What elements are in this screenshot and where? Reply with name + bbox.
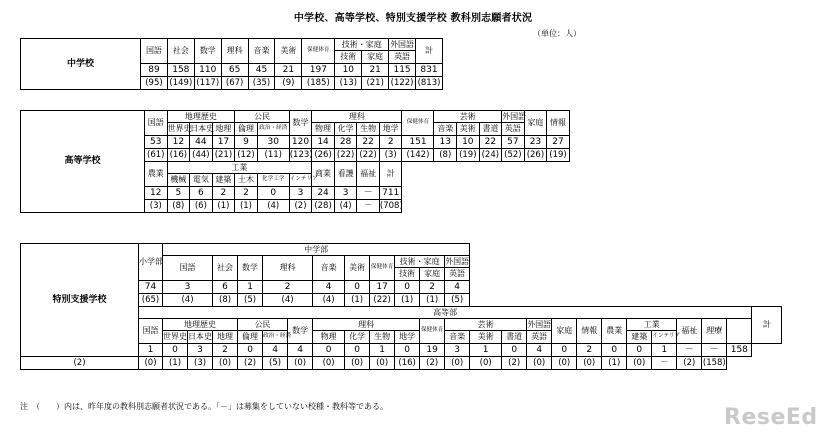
- previous-value-cell: (5): [238, 294, 263, 307]
- header-cell: 音楽: [434, 123, 457, 136]
- previous-value-cell: (142): [402, 149, 434, 162]
- value-cell: 12: [145, 187, 168, 200]
- value-cell: 0: [163, 344, 188, 357]
- previous-value-cell: (44): [190, 149, 213, 162]
- value-cell: 4: [263, 344, 288, 357]
- previous-value-cell: (0): [445, 357, 470, 370]
- value-cell: 2: [379, 136, 402, 149]
- value-cell: 0: [313, 344, 345, 357]
- previous-value-cell: (8): [434, 149, 457, 162]
- group-header: 中学部: [163, 244, 470, 256]
- value-cell: 65: [221, 64, 248, 77]
- previous-value-cell: (65): [139, 294, 163, 307]
- header-cell: 国語: [141, 39, 168, 64]
- header-cell: 数学: [238, 256, 263, 281]
- previous-value-cell: (2): [21, 357, 139, 370]
- previous-value-cell: (4): [313, 294, 345, 307]
- header-cell: 国語: [145, 111, 168, 136]
- previous-value-cell: (0): [470, 357, 502, 370]
- header-cell: 化学: [334, 123, 357, 136]
- previous-value-cell: (0): [139, 357, 163, 370]
- previous-value-cell: (0): [627, 357, 652, 370]
- previous-value-cell: (9): [275, 77, 302, 90]
- value-cell: 2: [263, 281, 313, 294]
- header-cell: 生物: [357, 123, 380, 136]
- previous-value-cell: (13): [335, 77, 362, 90]
- header-cell: 情報: [547, 111, 570, 136]
- value-cell: 0: [345, 344, 370, 357]
- previous-value-cell: (52): [502, 149, 525, 162]
- previous-value-cell: (6): [190, 200, 213, 213]
- value-cell: 74: [139, 281, 163, 294]
- previous-value-cell: (35): [248, 77, 275, 90]
- previous-value-cell: (26): [524, 149, 547, 162]
- previous-value-cell: (4): [334, 200, 357, 213]
- header-cell: 政治・経済: [263, 331, 288, 344]
- value-cell: 12: [167, 136, 190, 149]
- value-cell: 89: [141, 64, 168, 77]
- header-cell: 美術: [457, 123, 480, 136]
- value-cell: 1: [652, 344, 677, 357]
- previous-value-cell: (0): [527, 357, 552, 370]
- group-header: 芸術: [445, 319, 527, 331]
- value-cell: 1: [470, 344, 502, 357]
- header-cell: 商業: [312, 162, 335, 187]
- previous-value-cell: (21): [212, 149, 235, 162]
- value-cell: 197: [302, 64, 335, 77]
- header-cell: 家庭: [362, 51, 389, 64]
- value-cell: 44: [190, 136, 213, 149]
- footnote: 注 （ ）内は、昨年度の教科別志願者状況である。「－」は募集をしていない校種・教科等である。: [20, 402, 388, 411]
- previous-value-cell: (16): [395, 357, 420, 370]
- value-cell: 4: [313, 281, 345, 294]
- previous-value-cell: －: [357, 200, 380, 213]
- value-cell: 120: [289, 136, 312, 149]
- value-cell: 158: [727, 344, 752, 357]
- previous-value-cell: (8): [167, 200, 190, 213]
- previous-value-cell: (1): [345, 294, 370, 307]
- value-cell: 1: [370, 344, 395, 357]
- previous-value-cell: (1): [602, 357, 627, 370]
- page-title: 中学校、高等学校、特別支援学校 教科別志願者状況: [293, 13, 533, 24]
- value-cell: 3: [163, 281, 213, 294]
- value-cell: 0: [395, 344, 420, 357]
- value-cell: 4: [527, 344, 552, 357]
- value-cell: 2: [213, 344, 238, 357]
- header-cell: 音楽: [248, 39, 275, 64]
- group-header: 外国語: [445, 256, 470, 266]
- value-cell: 21: [362, 64, 389, 77]
- header-cell: 化学工学: [257, 174, 289, 187]
- value-cell: 6: [213, 281, 238, 294]
- value-cell: 5: [167, 187, 190, 200]
- value-cell: 831: [416, 64, 443, 77]
- header-cell: 日本史: [190, 123, 213, 136]
- value-cell: 23: [524, 136, 547, 149]
- header-cell: 機械: [167, 174, 190, 187]
- header-cell: 農業: [602, 319, 627, 344]
- previous-value-cell: (122): [389, 77, 416, 90]
- previous-value-cell: (813): [416, 77, 443, 90]
- header-cell: 家庭: [524, 111, 547, 136]
- previous-value-cell: (22): [357, 149, 380, 162]
- group-header: 外国語: [390, 39, 415, 49]
- value-cell: 115: [389, 64, 416, 77]
- header-cell: 電気: [190, 174, 213, 187]
- header-cell: 土木: [235, 174, 258, 187]
- header-cell: 地学: [395, 331, 420, 344]
- header-cell: 家庭: [420, 268, 445, 281]
- header-cell: 音楽: [445, 331, 470, 344]
- group-header: 技術・家庭: [335, 39, 389, 51]
- value-cell: 10: [457, 136, 480, 149]
- value-cell: 2: [235, 187, 258, 200]
- previous-value-cell: (2): [289, 200, 312, 213]
- empty-cell: [569, 111, 592, 136]
- group-header: 地理歴史: [163, 319, 238, 331]
- header-cell: 物理: [312, 123, 335, 136]
- previous-value-cell: (1): [395, 294, 420, 307]
- value-cell: 110: [194, 64, 221, 77]
- header-cell: 建築: [212, 174, 235, 187]
- header-cell: 保健体育: [370, 256, 395, 281]
- previous-value-cell: (2): [420, 357, 445, 370]
- previous-value-cell: (2): [677, 357, 702, 370]
- header-cell: インテリア: [652, 331, 677, 344]
- header-cell: 美術: [470, 331, 502, 344]
- value-cell: 0: [345, 281, 370, 294]
- junior-high-table: [20, 38, 443, 90]
- header-cell: 政治・経済: [257, 123, 289, 136]
- value-cell: 2: [420, 281, 445, 294]
- header-cell: 日本史: [188, 331, 213, 344]
- header-cell: 物理: [313, 331, 345, 344]
- header-cell: 英語: [389, 51, 416, 64]
- previous-value-cell: (5): [263, 357, 288, 370]
- group-header: 外国語: [502, 111, 527, 121]
- group-header: 芸術: [434, 111, 502, 123]
- value-cell: 57: [502, 136, 525, 149]
- header-cell: 家庭: [552, 319, 577, 344]
- previous-value-cell: (1): [212, 200, 235, 213]
- previous-value-cell: (19): [457, 149, 480, 162]
- previous-value-cell: (0): [345, 357, 370, 370]
- unit-label: （単位：人）: [533, 29, 581, 38]
- header-cell: 理科: [221, 39, 248, 64]
- previous-value-cell: (16): [167, 149, 190, 162]
- header-cell: 国語: [163, 256, 213, 281]
- header-cell: 英語: [445, 268, 470, 281]
- header-cell: 情報: [577, 319, 602, 344]
- value-cell: 45: [248, 64, 275, 77]
- value-cell: 0: [627, 344, 652, 357]
- value-cell: 22: [479, 136, 502, 149]
- header-cell: 数学: [194, 39, 221, 64]
- previous-value-cell: (22): [370, 294, 395, 307]
- group-header: 公民: [238, 319, 288, 331]
- header-cell: 美術: [345, 256, 370, 281]
- value-cell: 19: [420, 344, 445, 357]
- value-cell: 0: [238, 344, 263, 357]
- group-header: 技術・家庭: [395, 256, 445, 268]
- previous-value-cell: (3): [188, 357, 213, 370]
- header-cell: 福祉: [357, 162, 380, 187]
- value-cell: 3: [289, 187, 312, 200]
- value-cell: 4: [445, 281, 470, 294]
- previous-value-cell: (0): [288, 357, 313, 370]
- header-cell: 農業: [145, 162, 168, 187]
- header-cell: 数学: [288, 319, 313, 344]
- previous-value-cell: (21): [362, 77, 389, 90]
- value-cell: 21: [275, 64, 302, 77]
- high-school-label: 高等学校: [21, 111, 145, 213]
- header-cell: 計: [379, 162, 402, 187]
- previous-value-cell: (4): [163, 294, 213, 307]
- value-cell: －: [357, 187, 380, 200]
- value-cell: 6: [190, 187, 213, 200]
- header-cell: 技術: [395, 268, 420, 281]
- previous-value-cell: (0): [370, 357, 395, 370]
- header-cell: 計: [752, 307, 782, 344]
- empty-area: [402, 162, 637, 213]
- previous-value-cell: (3): [379, 149, 402, 162]
- previous-value-cell: (123): [289, 149, 313, 160]
- header-cell: 建築: [627, 331, 652, 344]
- special-school-label: 特別支援学校: [21, 244, 139, 357]
- group-header: 理科: [313, 319, 420, 331]
- header-cell: 福祉: [677, 319, 702, 344]
- previous-value-cell: (0): [313, 357, 345, 370]
- special-support-table: [20, 243, 807, 370]
- value-cell: 0: [395, 281, 420, 294]
- previous-value-cell: (158): [702, 357, 726, 368]
- group-header: 工業: [627, 319, 677, 331]
- value-cell: 30: [257, 136, 289, 149]
- value-cell: 1: [238, 281, 263, 294]
- header-cell: 地学: [379, 123, 402, 136]
- previous-value-cell: (24): [479, 149, 502, 162]
- value-cell: 0: [257, 187, 289, 200]
- value-cell: －: [677, 344, 702, 357]
- header-cell: 社会: [167, 39, 194, 64]
- previous-value-cell: (4): [263, 294, 313, 307]
- previous-value-cell: (22): [334, 149, 357, 162]
- value-cell: 53: [145, 136, 168, 149]
- previous-value-cell: (28): [312, 200, 335, 213]
- group-header: 外国語: [527, 319, 552, 329]
- previous-value-cell: (8): [213, 294, 238, 307]
- value-cell: 22: [357, 136, 380, 149]
- header-cell: 倫理: [235, 123, 258, 136]
- value-cell: 1: [139, 344, 163, 357]
- header-cell: 国語: [139, 319, 163, 344]
- previous-value-cell: (0): [213, 357, 238, 370]
- group-header: 理科: [312, 111, 402, 123]
- previous-value-cell: (5): [445, 294, 470, 307]
- header-cell: 地理: [212, 123, 235, 136]
- header-cell: インテリア: [289, 174, 312, 187]
- high-school-table: [20, 110, 637, 213]
- header-cell: 世界史: [167, 123, 190, 136]
- header-cell: 英語: [527, 331, 552, 344]
- value-cell: 24: [312, 187, 335, 200]
- header-cell: 理科: [263, 256, 313, 281]
- previous-value-cell: (117): [194, 77, 221, 90]
- value-cell: 3: [445, 344, 470, 357]
- header-cell: 保健体育: [302, 39, 335, 64]
- header-cell: 書道: [502, 331, 527, 344]
- header-cell: 世界史: [163, 331, 188, 344]
- value-cell: 2: [577, 344, 602, 357]
- header-cell: 保健体育: [402, 111, 434, 136]
- value-cell: 27: [547, 136, 570, 149]
- previous-value-cell: (19): [547, 149, 570, 162]
- empty-area: [470, 244, 807, 307]
- value-cell: 28: [334, 136, 357, 149]
- value-cell: 3: [334, 187, 357, 200]
- value-cell: 9: [235, 136, 258, 149]
- header-cell: 小学部: [139, 244, 163, 281]
- previous-value-cell: (708): [379, 200, 403, 211]
- previous-value-cell: (26): [312, 149, 335, 162]
- header-cell: 技術: [335, 51, 362, 64]
- value-cell: 14: [312, 136, 335, 149]
- value-cell: 3: [188, 344, 213, 357]
- previous-value-cell: (0): [552, 357, 577, 370]
- previous-value-cell: (61): [145, 149, 168, 162]
- previous-value-cell: (2): [502, 357, 527, 370]
- group-header: 公民: [235, 111, 290, 123]
- previous-value-cell: (1): [163, 357, 188, 370]
- previous-value-cell: (1): [420, 294, 445, 307]
- header-cell: 生物: [370, 331, 395, 344]
- group-header: 工業: [167, 162, 312, 174]
- previous-value-cell: (3): [145, 200, 168, 213]
- value-cell: 2: [212, 187, 235, 200]
- previous-value-cell: (149): [167, 77, 194, 90]
- value-cell: 4: [288, 344, 313, 357]
- header-cell: 音楽: [313, 256, 345, 281]
- header-cell: 書道: [479, 123, 502, 136]
- value-cell: 17: [370, 281, 395, 294]
- value-cell: 711: [379, 187, 402, 200]
- previous-value-cell: (1): [235, 200, 258, 213]
- header-cell: 美術: [275, 39, 302, 64]
- value-cell: 0: [552, 344, 577, 357]
- previous-value-cell: (2): [238, 357, 263, 370]
- value-cell: 10: [335, 64, 362, 77]
- previous-value-cell: (95): [141, 77, 168, 90]
- previous-value-cell: (185): [302, 77, 335, 90]
- value-cell: 0: [602, 344, 627, 357]
- value-cell: 158: [167, 64, 194, 77]
- value-cell: 17: [212, 136, 235, 149]
- header-cell: 英語: [502, 123, 525, 136]
- value-cell: －: [702, 344, 727, 357]
- previous-value-cell: (0): [577, 357, 602, 370]
- header-cell: 数学: [289, 111, 312, 136]
- value-cell: 13: [434, 136, 457, 149]
- header-cell: 化学: [345, 331, 370, 344]
- header-cell: 理療: [702, 319, 727, 344]
- previous-value-cell: (67): [221, 77, 248, 90]
- header-cell: 地理: [213, 331, 238, 344]
- header-cell: 社会: [213, 256, 238, 281]
- header-cell: 看護: [334, 162, 357, 187]
- header-cell: 保健体育: [420, 319, 445, 344]
- previous-value-cell: (12): [235, 149, 258, 162]
- group-header: 高等部: [139, 307, 752, 319]
- group-header: 地理歴史: [167, 111, 235, 123]
- rese-ed-logo: ReseEd: [724, 405, 818, 430]
- previous-value-cell: －: [652, 357, 677, 370]
- previous-value-cell: (4): [257, 200, 289, 213]
- header-cell: 倫理: [238, 331, 263, 344]
- value-cell: 0: [502, 344, 527, 357]
- value-cell: 151: [402, 136, 434, 149]
- previous-value-cell: (11): [257, 149, 289, 162]
- header-cell: 計: [416, 39, 443, 64]
- junior-high-label: 中学校: [21, 39, 141, 90]
